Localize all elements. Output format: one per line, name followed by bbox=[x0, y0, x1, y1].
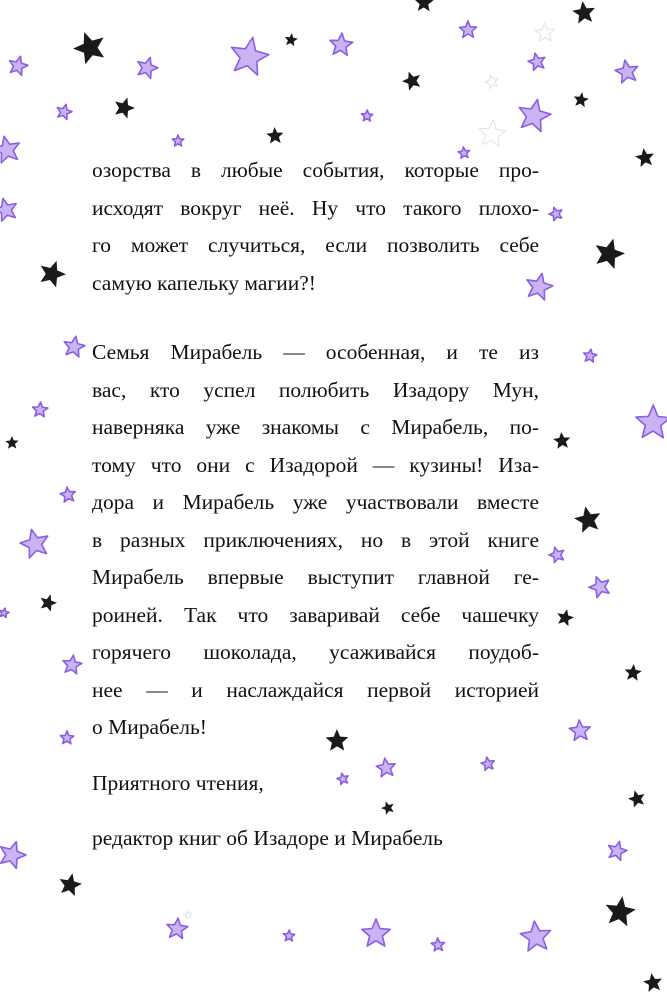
paragraph-1 bbox=[92, 152, 539, 302]
purple-star-icon bbox=[10, 56, 29, 75]
signature-line: редактор книг об Изадоре и Мирабель bbox=[92, 826, 443, 850]
purple-star-icon bbox=[549, 207, 562, 220]
purple-star-icon bbox=[232, 37, 269, 75]
purple-star-icon bbox=[362, 919, 391, 946]
page-text bbox=[92, 152, 539, 858]
black-star-icon bbox=[115, 98, 135, 119]
purple-star-icon bbox=[459, 21, 476, 37]
purple-star-icon bbox=[528, 53, 545, 70]
purple-star-icon bbox=[20, 529, 48, 558]
text-line: о Мирабель! bbox=[92, 715, 207, 739]
text-line: Мирабель впервые выступит главной ге- bbox=[92, 565, 539, 589]
purple-star-icon bbox=[431, 938, 444, 951]
faint-star-icon bbox=[485, 75, 498, 88]
black-star-icon bbox=[5, 436, 18, 449]
purple-star-icon bbox=[33, 402, 48, 417]
purple-star-icon bbox=[64, 336, 85, 357]
purple-star-icon bbox=[63, 655, 82, 674]
purple-star-icon bbox=[0, 198, 16, 221]
text-line: го может случиться, если позволить себе bbox=[92, 233, 539, 257]
black-star-icon bbox=[606, 896, 636, 926]
purple-star-icon bbox=[0, 608, 9, 617]
purple-star-icon bbox=[60, 731, 73, 744]
black-star-icon bbox=[41, 261, 67, 288]
purple-star-icon bbox=[330, 33, 353, 55]
purple-star-icon bbox=[167, 918, 188, 938]
black-star-icon bbox=[643, 973, 662, 992]
purple-star-icon bbox=[549, 547, 564, 562]
text-line: роиней. Так что заваривай себе чашечку bbox=[92, 602, 539, 627]
purple-star-icon bbox=[172, 135, 183, 146]
paragraph-2 bbox=[92, 334, 539, 747]
black-star-icon bbox=[625, 664, 642, 681]
black-star-icon bbox=[557, 609, 574, 626]
purple-star-icon bbox=[569, 720, 590, 740]
faint-star-icon bbox=[535, 23, 554, 42]
purple-star-icon bbox=[519, 99, 551, 131]
text-line: Семья Мирабель — особенная, и те из bbox=[92, 340, 539, 364]
black-star-icon bbox=[285, 33, 298, 46]
text-line: нее — и наслаждайся первой историей bbox=[92, 677, 539, 702]
text-line: горячего шоколада, усаживайся поудоб- bbox=[92, 640, 539, 664]
purple-star-icon bbox=[589, 577, 609, 598]
black-star-icon bbox=[402, 72, 420, 91]
closing-line: Приятного чтения, bbox=[92, 770, 264, 795]
purple-star-icon bbox=[57, 104, 72, 119]
purple-star-icon bbox=[520, 921, 550, 951]
purple-star-icon bbox=[636, 405, 667, 438]
black-star-icon bbox=[60, 873, 82, 896]
text-line: озорства в любые события, которые про- bbox=[92, 158, 539, 182]
black-star-icon bbox=[596, 239, 625, 269]
purple-star-icon bbox=[361, 110, 372, 121]
black-star-icon bbox=[266, 127, 283, 144]
text-line: самую капельку магии?! bbox=[92, 270, 316, 295]
black-star-icon bbox=[635, 148, 654, 167]
black-star-icon bbox=[574, 506, 600, 532]
text-line: в разных приключениях, но в этой книге bbox=[92, 527, 539, 552]
purple-star-icon bbox=[584, 349, 597, 362]
faint-star-icon bbox=[184, 911, 192, 919]
purple-star-icon bbox=[1, 842, 26, 869]
purple-star-icon bbox=[615, 60, 638, 83]
text-line: дора и Мирабель уже участвовали вместе bbox=[92, 490, 539, 514]
purple-star-icon bbox=[0, 136, 19, 163]
black-star-icon bbox=[628, 790, 645, 807]
purple-star-icon bbox=[609, 841, 627, 860]
text-line: тому что они с Изадорой — кузины! Иза- bbox=[92, 452, 539, 477]
black-star-icon bbox=[574, 92, 589, 107]
purple-star-icon bbox=[60, 487, 75, 502]
text-line: вас, кто успел полюбить Изадору Мун, bbox=[92, 377, 539, 402]
text-line: исходят вокруг неё. Ну что такого плохо- bbox=[92, 195, 539, 220]
black-star-icon bbox=[73, 32, 104, 64]
black-star-icon bbox=[415, 0, 434, 11]
black-star-icon bbox=[41, 594, 57, 611]
faint-star-icon bbox=[479, 120, 506, 146]
purple-star-icon bbox=[138, 58, 158, 79]
purple-star-icon bbox=[283, 930, 294, 941]
black-star-icon bbox=[553, 432, 570, 449]
text-line: наверняка уже знакомы с Мирабель, по- bbox=[92, 415, 539, 439]
black-star-icon bbox=[572, 1, 595, 23]
